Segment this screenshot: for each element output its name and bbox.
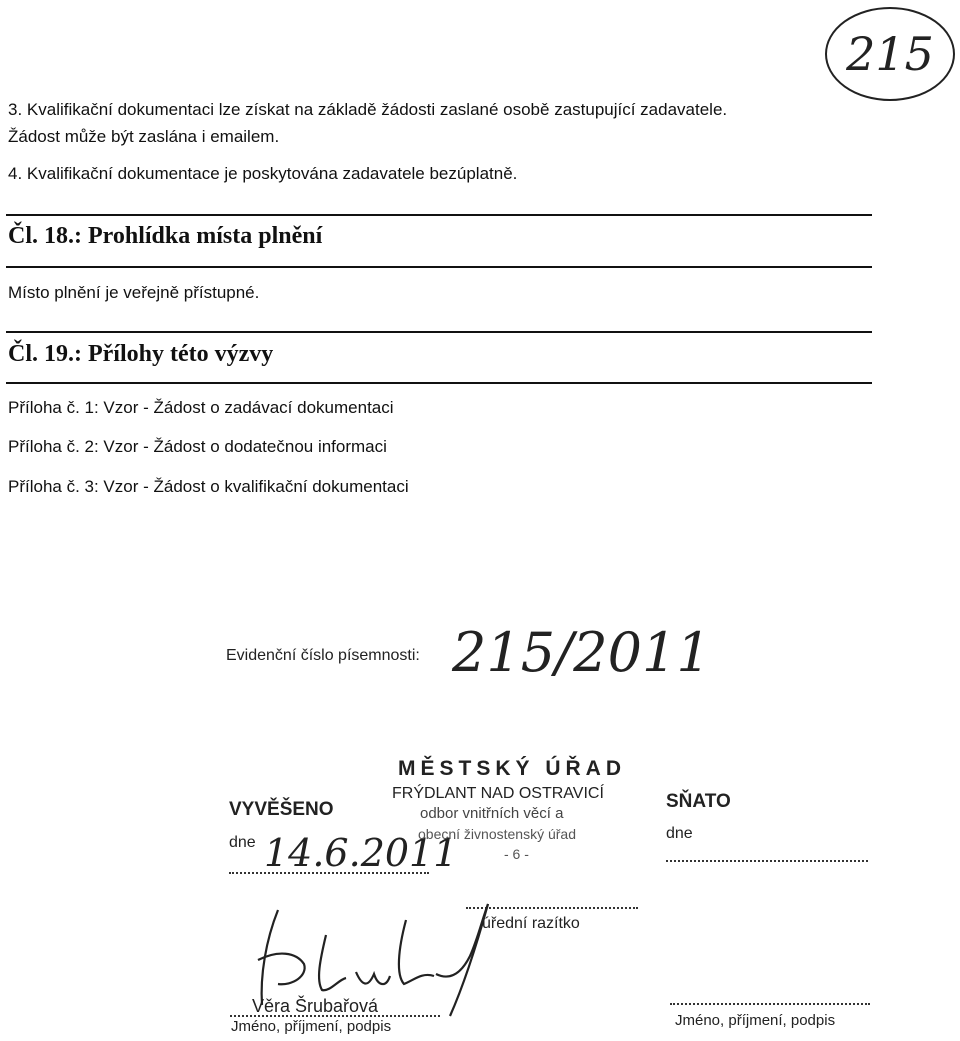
stamp-line-1: MĚSTSKÝ ÚŘAD — [398, 757, 627, 780]
posted-date-handwritten — [262, 818, 458, 878]
removed-date-label: dne — [666, 825, 693, 842]
stamp-label: úřední razítko — [482, 915, 580, 932]
posted-title: VYVĚŠENO — [229, 799, 334, 820]
posted-date-label: dne — [229, 834, 256, 851]
page-number-circle — [818, 2, 958, 106]
item-3-line-1: 3. Kvalifikační dokumentaci lze získat na základě žádosti zaslané osobě zastupující zadavatele. — [8, 100, 728, 119]
stamp-line-3: odbor vnitřních věcí a — [420, 805, 564, 822]
posted-date-value: 14.6.2011 — [264, 831, 458, 875]
section-19-heading: Čl. 19.: Přílohy této výzvy — [8, 341, 274, 367]
removed-title: SŇATO — [666, 791, 731, 812]
section-19-bottom-rule — [6, 382, 872, 384]
signer-right-line — [670, 1003, 870, 1005]
stamp-line-4: obecní živnostenský úřad — [418, 826, 576, 842]
posted-date-line — [229, 872, 429, 874]
attachment-3: Příloha č. 3: Vzor - Žádost o kvalifikační dokumentaci — [8, 477, 409, 496]
attachment-2: Příloha č. 2: Vzor - Žádost o dodatečnou informaci — [8, 437, 387, 456]
section-18-text: Místo plnění je veřejně přístupné. — [8, 283, 260, 302]
section-18-top-rule — [6, 214, 872, 216]
section-18-bottom-rule — [6, 266, 872, 268]
signer-left-name: Věra Šrubařová — [252, 996, 379, 1016]
stamp-line-5: - 6 - — [504, 846, 529, 862]
evidence-number-handwritten — [448, 605, 711, 685]
attachment-1: Příloha č. 1: Vzor - Žádost o zadávací dokumentaci — [8, 398, 394, 417]
signer-left-caption: Jméno, příjmení, podpis — [231, 1018, 392, 1035]
section-19-top-rule — [6, 331, 872, 333]
item-4: 4. Kvalifikační dokumentace je poskytována zadavatele bezúplatně. — [8, 164, 518, 183]
stamp-line-2: FRÝDLANT NAD OSTRAVICÍ — [392, 785, 604, 802]
section-18-heading: Čl. 18.: Prohlídka místa plnění — [8, 223, 323, 249]
item-3-line-2: Žádost může být zaslána i emailem. — [8, 127, 280, 146]
evidence-label: Evidenční číslo písemnosti: — [226, 647, 420, 664]
removed-date-line — [666, 860, 868, 862]
evidence-value: 215/2011 — [452, 621, 711, 684]
signer-right-caption: Jméno, příjmení, podpis — [675, 1012, 836, 1029]
page-number-mark: 215 — [846, 27, 934, 81]
